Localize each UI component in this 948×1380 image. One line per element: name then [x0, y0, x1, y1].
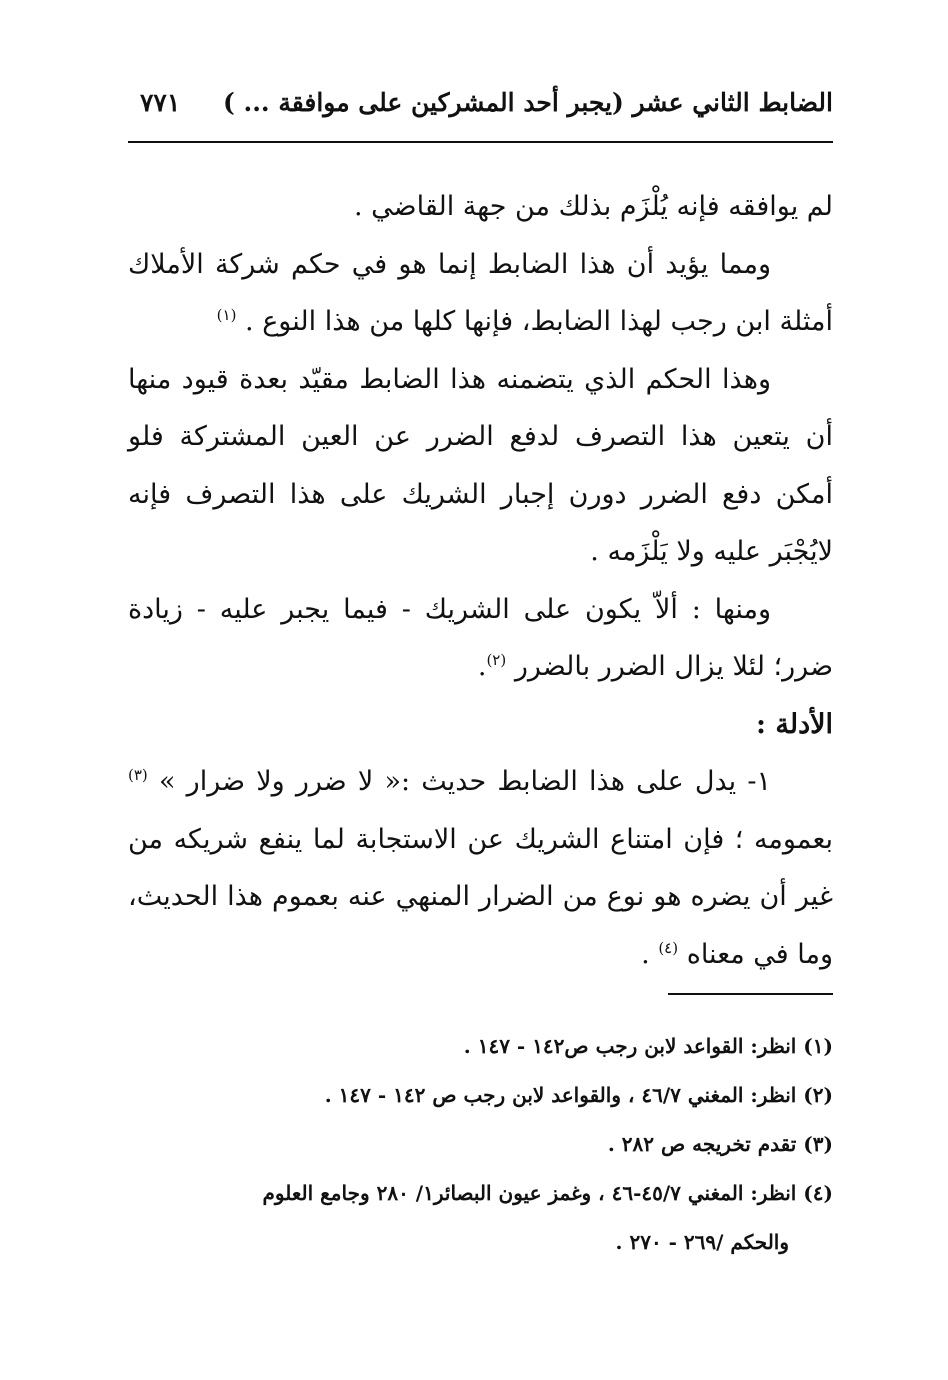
- paragraph-5-period: .: [641, 938, 650, 970]
- section-heading: الأدلة :: [756, 708, 833, 740]
- footnote-1: (١) انظر: القواعد لابن رجب ص١٤٢ - ١٤٧ .: [463, 1034, 833, 1058]
- footnote-divider: [668, 993, 833, 995]
- paragraph-5-text: بعمومه ؛ فإن امتناع الشريك عن الاستجابة لما ينفع شريكه من غير أن يضره هو نوع من الضرار المنهي عنه بعموم هذا الحديث، وما في معناه: [128, 823, 833, 970]
- footnote-4-continuation: والحكم /٢٦٩ - ٢٧٠ .: [615, 1230, 789, 1254]
- paragraph-4: [128, 581, 833, 696]
- footnote-4: (٤) انظر: المغني ٤٥/٧-٤٦ ، وغمز عيون البصائر١/ ٢٨٠ وجامع العلوم: [262, 1181, 833, 1205]
- footnote-ref-4[interactable]: (٤): [658, 938, 679, 957]
- header-divider: [128, 141, 833, 143]
- paragraph-3: [128, 351, 833, 581]
- footnote-ref-2[interactable]: (٢): [486, 651, 507, 669]
- footnotes: [128, 1022, 833, 1267]
- paragraph-1-text: لم يوافقه فإنه يُلْزَم بذلك من جهة القاضي .: [354, 191, 833, 222]
- footnote-3: (٣) تقدم تخريجه ص ٢٨٢ .: [607, 1132, 833, 1156]
- paragraph-5: [128, 753, 833, 983]
- chapter-title: الضابط الثاني عشر (يجبر أحد المشركين على موافقة ... ): [222, 88, 833, 117]
- footnote-2: (٢) انظر: المغني ٤٦/٧ ، والقواعد لابن رجب ص ١٤٢ - ١٤٧ .: [324, 1083, 833, 1107]
- footnote-ref-3[interactable]: (٣): [128, 766, 148, 784]
- paragraph-2-text: ومما يؤيد أن هذا الضابط إنما هو في حكم شركة الأملاك أمثلة ابن رجب لهذا الضابط، فإنها كلها من هذا النوع .: [128, 248, 833, 337]
- paragraph-1: [128, 178, 833, 236]
- paragraph-4-text: ومنها : ألاّ يكون على الشريك - فيما يجبر عليه - زيادة ضرر؛ لئلا يزال الضرر بالضرر: [128, 593, 833, 682]
- paragraph-3-text: وهذا الحكم الذي يتضمنه هذا الضابط مقيّد بعدة قيود منها أن يتعين هذا التصرف لدفع الضرر عن العين المشتركة فلو أمكن دفع الضرر دورن إجبار الشريك على هذا التصرف فإنه لايُجْبَر عليه ولا يَلْزَمه .: [128, 363, 833, 567]
- footnote-ref-1[interactable]: (١): [216, 306, 237, 324]
- page-number: ٧٧١: [140, 88, 181, 117]
- main-text: [128, 178, 833, 983]
- paragraph-2: [128, 236, 833, 351]
- paragraph-5-start: ١- يدل على هذا الضابط حديث :« لا ضرر ولا ضرار »: [158, 766, 771, 797]
- paragraph-4-period: .: [477, 651, 487, 682]
- running-header: [128, 88, 833, 136]
